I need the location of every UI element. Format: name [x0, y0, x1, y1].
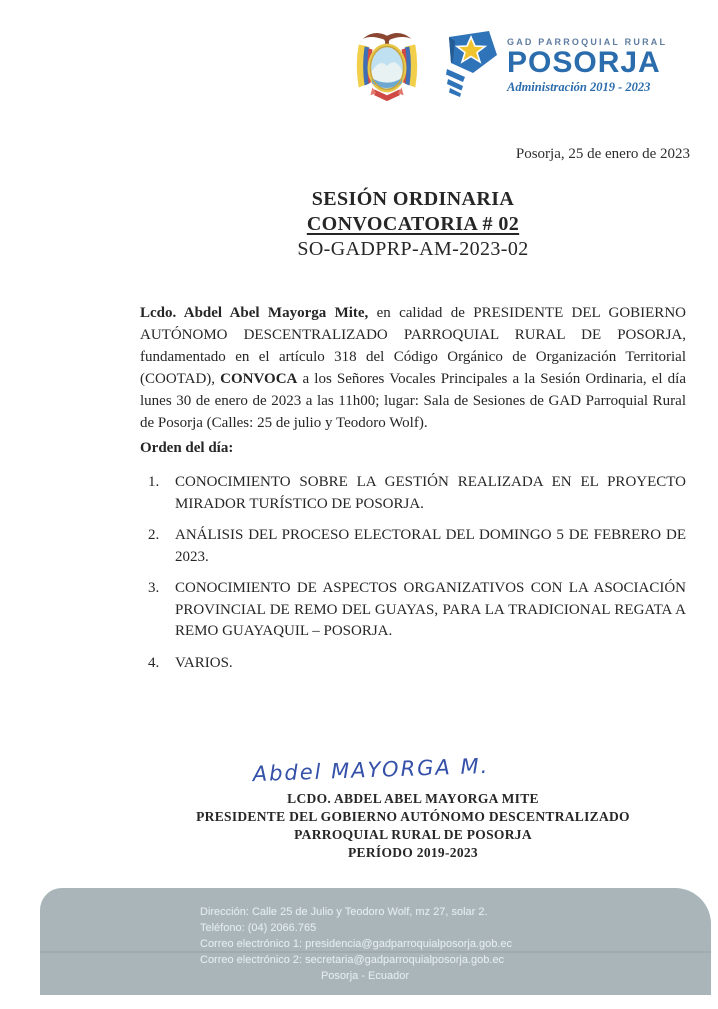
footer-phone: Teléfono: (04) 2066.765 — [200, 922, 317, 934]
document-header — [343, 27, 667, 105]
title-session: SESIÓN ORDINARIA — [311, 188, 515, 210]
agenda-item-number: 4. — [148, 654, 160, 671]
posorja-star-flag-icon — [439, 29, 501, 101]
ecuador-coat-of-arms-icon — [343, 27, 431, 105]
agenda-heading: Orden del día: — [140, 440, 234, 456]
agenda-item — [148, 525, 686, 568]
body-convoca: CONVOCA — [220, 371, 298, 387]
agenda-item-number: 1. — [148, 474, 160, 490]
body-rest: a los Señores Vocales Principales a la Sesión Ordinaria, el día lunes 30 de enero de 2023 a las 11h00; lugar: Sala de Sesiones de GAD Parroquial Rural de Posorja (Calles: 25 de julio y Teodoro Wolf). — [140, 371, 686, 431]
logo-name: POSORJA — [507, 46, 661, 79]
agenda-item-text: ANÁLISIS DEL PROCESO ELECTORAL DEL DOMINGO 5 DE FEBRERO DE 2023. — [175, 527, 686, 565]
agenda-item — [148, 472, 686, 515]
signature-block — [140, 753, 686, 862]
footer-band — [40, 888, 711, 995]
body-intro-bold: Lcdo. Abdel Abel Mayorga Mite, — [140, 305, 369, 321]
agenda-item-text: CONOCIMIENTO DE ASPECTOS ORGANIZATIVOS CON LA ASOCIACIÓN PROVINCIAL DE REMO DEL GUAYAS, PARA LA TRADICIONAL REGATA A REMO GUAYAQUIL – POSORJA. — [175, 580, 686, 639]
signer-name: LCDO. ABDEL ABEL MAYORGA MITE — [287, 791, 539, 806]
handwritten-signature: Abdel MAYORGA M. — [252, 753, 490, 787]
agenda-item — [148, 578, 686, 643]
title-block — [140, 187, 686, 262]
body-paragraph — [140, 302, 686, 434]
logo-small-title: GAD PARROQUIAL RURAL — [507, 37, 668, 47]
signer-period: PERÍODO 2019-2023 — [348, 845, 478, 860]
footer-location: Posorja - Ecuador — [320, 970, 410, 982]
title-code: SO-GADPRP-AM-2023-02 — [297, 238, 529, 260]
footer-email-2: Correo electrónico 2: secretaria@gadparroquialposorja.gob.ec — [200, 954, 505, 966]
posorja-logo-text — [507, 37, 667, 95]
body-middle: en calidad de PRESIDENTE DEL GOBIERNO AUTÓNOMO DESCENTRALIZADO PARROQUIAL RURAL DE POSORJA, fundamentado en el artículo 318 del Código Orgánico de Organización Territorial (COOTAD), — [140, 305, 686, 387]
signer-title-line1: PRESIDENTE DEL GOBIERNO AUTÓNOMO DESCENTRALIZADO — [196, 809, 630, 824]
footer-address: Dirección: Calle 25 de Julio y Teodoro Wolf, mz 27, solar 2. — [200, 906, 488, 918]
logo-subtitle: Administración 2019 - 2023 — [507, 80, 651, 94]
title-convocatoria: CONVOCATORIA # 02 — [306, 213, 520, 235]
agenda-item-number: 2. — [148, 527, 160, 543]
agenda-item — [148, 653, 686, 675]
agenda-item-text: VARIOS. — [175, 654, 233, 671]
signer-title-line2: PARROQUIAL RURAL DE POSORJA — [294, 827, 532, 842]
agenda-list — [148, 472, 686, 684]
posorja-logo — [439, 29, 667, 101]
footer-email-1: Correo electrónico 1: presidencia@gadparroquialposorja.gob.ec — [200, 938, 513, 950]
date-line: Posorja, 25 de enero de 2023 — [515, 146, 690, 162]
agenda-item-number: 3. — [148, 580, 160, 596]
agenda-item-text: CONOCIMIENTO SOBRE LA GESTIÓN REALIZADA EN EL PROYECTO MIRADOR TURÍSTICO DE POSORJA. — [175, 474, 686, 512]
footer-contact-block — [200, 904, 530, 984]
